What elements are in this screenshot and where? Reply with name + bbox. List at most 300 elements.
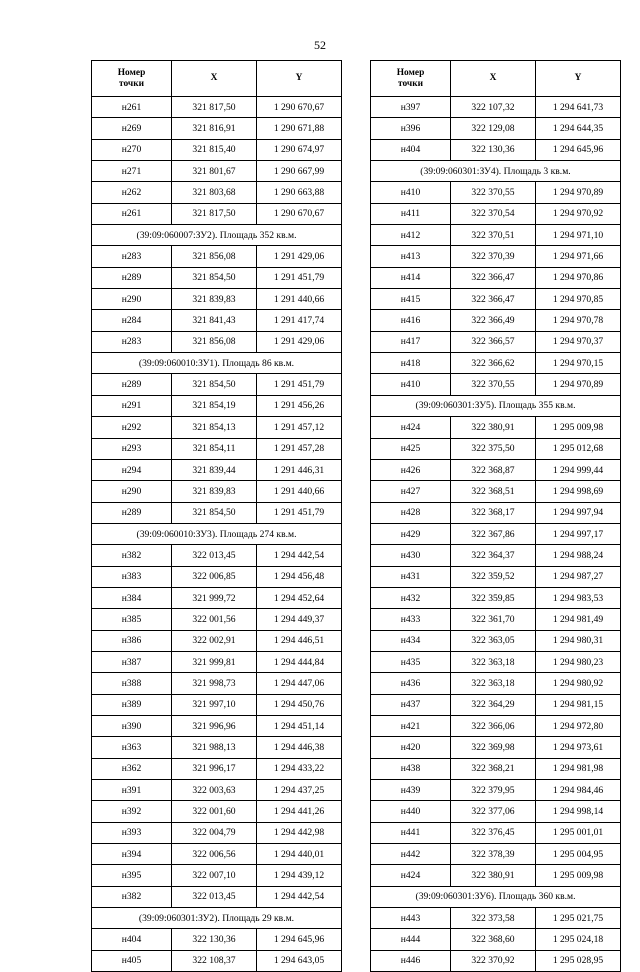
- x-cell: 322 366,47: [451, 267, 536, 288]
- point-number-cell: н388: [92, 673, 172, 694]
- table-row: [92, 459, 342, 480]
- x-cell: 321 854,50: [172, 374, 257, 395]
- table-row: [92, 395, 342, 416]
- point-number-cell: н382: [92, 545, 172, 566]
- point-number-cell: н395: [92, 865, 172, 886]
- table-row: [92, 438, 342, 459]
- x-cell: 322 006,85: [172, 566, 257, 587]
- table-row: [92, 844, 342, 865]
- table-row: [371, 587, 621, 608]
- x-cell: 321 841,43: [172, 310, 257, 331]
- x-cell: 322 370,92: [451, 950, 536, 971]
- x-cell: 322 001,56: [172, 609, 257, 630]
- point-number-cell: н437: [371, 694, 451, 715]
- point-number-cell: н396: [371, 118, 451, 139]
- section-title: (39:09:060301:ЗУ2). Площадь 29 кв.м.: [92, 908, 342, 929]
- point-number-cell: н404: [92, 929, 172, 950]
- x-cell: 322 108,37: [172, 950, 257, 971]
- section-title-row: [371, 886, 621, 907]
- point-number-cell: н397: [371, 97, 451, 118]
- header-y: Y: [257, 61, 342, 97]
- table-row: [371, 353, 621, 374]
- y-cell: 1 294 997,17: [536, 523, 621, 544]
- table-row: [92, 865, 342, 886]
- point-number-cell: н413: [371, 246, 451, 267]
- table-row: [371, 929, 621, 950]
- section-title-row: [92, 523, 342, 544]
- table-row: [371, 908, 621, 929]
- table-row: [371, 758, 621, 779]
- x-cell: 322 363,18: [451, 651, 536, 672]
- table-row: [92, 737, 342, 758]
- point-number-cell: н416: [371, 310, 451, 331]
- point-number-cell: н393: [92, 822, 172, 843]
- point-number-cell: н410: [371, 182, 451, 203]
- y-cell: 1 294 971,66: [536, 246, 621, 267]
- table-row: [371, 609, 621, 630]
- x-cell: 322 001,60: [172, 801, 257, 822]
- y-cell: 1 291 451,79: [257, 267, 342, 288]
- y-cell: 1 294 983,53: [536, 587, 621, 608]
- x-cell: 322 002,91: [172, 630, 257, 651]
- point-number-cell: н427: [371, 481, 451, 502]
- table-row: [92, 267, 342, 288]
- y-cell: 1 295 028,95: [536, 950, 621, 971]
- page-number: 52: [314, 38, 326, 52]
- x-cell: 321 817,50: [172, 203, 257, 224]
- y-cell: 1 294 644,35: [536, 118, 621, 139]
- table-row: [371, 203, 621, 224]
- y-cell: 1 294 970,85: [536, 289, 621, 310]
- x-cell: 322 366,62: [451, 353, 536, 374]
- table-row: [92, 310, 342, 331]
- table-row: [371, 694, 621, 715]
- point-number-cell: н383: [92, 566, 172, 587]
- x-cell: 322 366,06: [451, 715, 536, 736]
- header-point-number: [92, 61, 172, 97]
- table-body-right: [371, 97, 621, 972]
- point-number-cell: н271: [92, 161, 172, 182]
- point-number-cell: н435: [371, 651, 451, 672]
- point-number-cell: н289: [92, 267, 172, 288]
- table-row: [92, 481, 342, 502]
- section-title: (39:09:060010:ЗУ1). Площадь 86 кв.м.: [92, 353, 342, 374]
- x-cell: 322 378,39: [451, 844, 536, 865]
- table-row: [371, 801, 621, 822]
- x-cell: 322 363,18: [451, 673, 536, 694]
- table-row: [92, 566, 342, 587]
- y-cell: 1 291 451,79: [257, 502, 342, 523]
- section-title-row: [371, 161, 621, 182]
- y-cell: 1 294 450,76: [257, 694, 342, 715]
- point-number-cell: н443: [371, 908, 451, 929]
- x-cell: 322 107,32: [451, 97, 536, 118]
- table-row: [92, 715, 342, 736]
- y-cell: 1 294 643,05: [257, 950, 342, 971]
- point-number-cell: н446: [371, 950, 451, 971]
- point-number-cell: н269: [92, 118, 172, 139]
- x-cell: 322 380,91: [451, 417, 536, 438]
- point-number-cell: н429: [371, 523, 451, 544]
- point-number-cell: н421: [371, 715, 451, 736]
- point-number-cell: н389: [92, 694, 172, 715]
- table-row: [371, 651, 621, 672]
- table-row: [371, 715, 621, 736]
- y-cell: 1 294 456,48: [257, 566, 342, 587]
- section-title-row: [92, 225, 342, 246]
- x-cell: 321 996,96: [172, 715, 257, 736]
- table-row: [92, 331, 342, 352]
- point-number-cell: н362: [92, 758, 172, 779]
- y-cell: 1 294 442,54: [257, 545, 342, 566]
- x-cell: 322 013,45: [172, 545, 257, 566]
- x-cell: 322 377,06: [451, 801, 536, 822]
- x-cell: 322 368,21: [451, 758, 536, 779]
- y-cell: 1 294 971,10: [536, 225, 621, 246]
- table-row: [371, 481, 621, 502]
- y-cell: 1 290 663,88: [257, 182, 342, 203]
- point-number-cell: н404: [371, 139, 451, 160]
- x-cell: 322 363,05: [451, 630, 536, 651]
- x-cell: 322 364,29: [451, 694, 536, 715]
- x-cell: 322 006,56: [172, 844, 257, 865]
- point-number-cell: н424: [371, 417, 451, 438]
- x-cell: 321 999,72: [172, 587, 257, 608]
- table-row: [371, 459, 621, 480]
- x-cell: 321 817,50: [172, 97, 257, 118]
- section-title: (39:09:060010:ЗУ3). Площадь 274 кв.м.: [92, 523, 342, 544]
- table-row: [92, 545, 342, 566]
- x-cell: 322 370,55: [451, 182, 536, 203]
- table-row: [92, 161, 342, 182]
- table-row: [371, 331, 621, 352]
- x-cell: 321 854,11: [172, 438, 257, 459]
- y-cell: 1 294 433,22: [257, 758, 342, 779]
- section-title: (39:09:060301:ЗУ4). Площадь 3 кв.м.: [371, 161, 621, 182]
- x-cell: 321 854,13: [172, 417, 257, 438]
- header-x: X: [172, 61, 257, 97]
- point-number-cell: н428: [371, 502, 451, 523]
- table-row: [371, 139, 621, 160]
- y-cell: 1 294 442,54: [257, 886, 342, 907]
- point-number-cell: н270: [92, 139, 172, 160]
- y-cell: 1 294 981,49: [536, 609, 621, 630]
- point-number-cell: н418: [371, 353, 451, 374]
- y-cell: 1 294 999,44: [536, 459, 621, 480]
- point-number-cell: н433: [371, 609, 451, 630]
- y-cell: 1 295 009,98: [536, 865, 621, 886]
- y-cell: 1 294 645,96: [257, 929, 342, 950]
- x-cell: 321 997,10: [172, 694, 257, 715]
- point-number-cell: н431: [371, 566, 451, 587]
- point-number-cell: н292: [92, 417, 172, 438]
- y-cell: 1 294 446,51: [257, 630, 342, 651]
- y-cell: 1 294 970,92: [536, 203, 621, 224]
- table-row: [92, 587, 342, 608]
- y-cell: 1 294 440,01: [257, 844, 342, 865]
- point-number-cell: н284: [92, 310, 172, 331]
- table-row: [92, 502, 342, 523]
- table-row: [92, 139, 342, 160]
- point-number-cell: н436: [371, 673, 451, 694]
- point-number-cell: н412: [371, 225, 451, 246]
- table-row: [371, 182, 621, 203]
- table-row: [371, 780, 621, 801]
- y-cell: 1 294 972,80: [536, 715, 621, 736]
- y-cell: 1 294 981,15: [536, 694, 621, 715]
- y-cell: 1 294 970,86: [536, 267, 621, 288]
- x-cell: 321 854,50: [172, 267, 257, 288]
- point-number-cell: н291: [92, 395, 172, 416]
- y-cell: 1 294 439,12: [257, 865, 342, 886]
- x-cell: 322 380,91: [451, 865, 536, 886]
- coordinates-table-left: [91, 60, 342, 972]
- y-cell: 1 291 417,74: [257, 310, 342, 331]
- x-cell: 322 379,95: [451, 780, 536, 801]
- table-row: [371, 630, 621, 651]
- point-number-cell: н283: [92, 331, 172, 352]
- x-cell: 322 359,52: [451, 566, 536, 587]
- table-row: [371, 310, 621, 331]
- point-number-cell: н411: [371, 203, 451, 224]
- x-cell: 322 370,54: [451, 203, 536, 224]
- x-cell: 321 856,08: [172, 331, 257, 352]
- x-cell: 322 359,85: [451, 587, 536, 608]
- point-number-cell: н430: [371, 545, 451, 566]
- table-row: [371, 225, 621, 246]
- table-row: [92, 97, 342, 118]
- x-cell: 322 004,79: [172, 822, 257, 843]
- table-row: [92, 417, 342, 438]
- point-number-cell: н417: [371, 331, 451, 352]
- y-cell: 1 294 970,15: [536, 353, 621, 374]
- y-cell: 1 294 452,64: [257, 587, 342, 608]
- table-row: [92, 673, 342, 694]
- point-number-cell: н290: [92, 481, 172, 502]
- x-cell: 322 130,36: [172, 929, 257, 950]
- header-point-line2: точки: [118, 78, 145, 89]
- y-cell: 1 295 024,18: [536, 929, 621, 950]
- y-cell: 1 295 012,68: [536, 438, 621, 459]
- x-cell: 322 369,98: [451, 737, 536, 758]
- table-row: [92, 374, 342, 395]
- y-cell: 1 294 446,38: [257, 737, 342, 758]
- header-x: X: [451, 61, 536, 97]
- x-cell: 322 373,58: [451, 908, 536, 929]
- y-cell: 1 294 984,46: [536, 780, 621, 801]
- table-row: [92, 203, 342, 224]
- x-cell: 322 375,50: [451, 438, 536, 459]
- y-cell: 1 294 970,89: [536, 182, 621, 203]
- y-cell: 1 294 997,94: [536, 502, 621, 523]
- y-cell: 1 290 671,88: [257, 118, 342, 139]
- point-number-cell: н426: [371, 459, 451, 480]
- table-row: [371, 374, 621, 395]
- table-row: [371, 417, 621, 438]
- y-cell: 1 291 451,79: [257, 374, 342, 395]
- point-number-cell: н262: [92, 182, 172, 203]
- point-number-cell: н410: [371, 374, 451, 395]
- point-number-cell: н290: [92, 289, 172, 310]
- y-cell: 1 290 674,97: [257, 139, 342, 160]
- table-row: [371, 865, 621, 886]
- table-row: [371, 438, 621, 459]
- point-number-cell: н434: [371, 630, 451, 651]
- x-cell: 322 370,39: [451, 246, 536, 267]
- y-cell: 1 294 645,96: [536, 139, 621, 160]
- table-row: [92, 182, 342, 203]
- table-row: [92, 780, 342, 801]
- point-number-cell: н405: [92, 950, 172, 971]
- y-cell: 1 294 970,37: [536, 331, 621, 352]
- x-cell: 322 364,37: [451, 545, 536, 566]
- y-cell: 1 295 009,98: [536, 417, 621, 438]
- x-cell: 321 816,91: [172, 118, 257, 139]
- point-number-cell: н261: [92, 97, 172, 118]
- x-cell: 322 361,70: [451, 609, 536, 630]
- y-cell: 1 290 667,99: [257, 161, 342, 182]
- y-cell: 1 294 444,84: [257, 651, 342, 672]
- table-row: [92, 246, 342, 267]
- point-number-cell: н442: [371, 844, 451, 865]
- table-row: [92, 950, 342, 971]
- table-row: [92, 929, 342, 950]
- x-cell: 321 801,67: [172, 161, 257, 182]
- y-cell: 1 291 429,06: [257, 246, 342, 267]
- y-cell: 1 294 970,89: [536, 374, 621, 395]
- table-row: [371, 822, 621, 843]
- x-cell: 322 129,08: [451, 118, 536, 139]
- header-y: Y: [536, 61, 621, 97]
- table-row: [92, 651, 342, 672]
- x-cell: 321 856,08: [172, 246, 257, 267]
- table-row: [371, 289, 621, 310]
- header-point-line1: Номер: [117, 67, 146, 78]
- table-row: [371, 844, 621, 865]
- x-cell: 321 998,73: [172, 673, 257, 694]
- point-number-cell: н390: [92, 715, 172, 736]
- y-cell: 1 291 429,06: [257, 331, 342, 352]
- x-cell: 322 368,17: [451, 502, 536, 523]
- point-number-cell: н382: [92, 886, 172, 907]
- section-title-row: [92, 353, 342, 374]
- point-number-cell: н415: [371, 289, 451, 310]
- y-cell: 1 294 980,92: [536, 673, 621, 694]
- point-number-cell: н384: [92, 587, 172, 608]
- table-row: [371, 97, 621, 118]
- table-row: [371, 566, 621, 587]
- table-row: [92, 609, 342, 630]
- point-number-cell: н289: [92, 502, 172, 523]
- y-cell: 1 290 670,67: [257, 97, 342, 118]
- table-row: [371, 523, 621, 544]
- header-point-number: [371, 61, 451, 97]
- x-cell: 321 815,40: [172, 139, 257, 160]
- point-number-cell: н432: [371, 587, 451, 608]
- x-cell: 322 130,36: [451, 139, 536, 160]
- x-cell: 321 839,44: [172, 459, 257, 480]
- table-row: [92, 822, 342, 843]
- x-cell: 322 376,45: [451, 822, 536, 843]
- x-cell: 321 839,83: [172, 481, 257, 502]
- y-cell: 1 294 988,24: [536, 545, 621, 566]
- y-cell: 1 291 457,28: [257, 438, 342, 459]
- point-number-cell: н391: [92, 780, 172, 801]
- y-cell: 1 294 441,26: [257, 801, 342, 822]
- x-cell: 321 854,50: [172, 502, 257, 523]
- x-cell: 322 366,49: [451, 310, 536, 331]
- point-number-cell: н444: [371, 929, 451, 950]
- x-cell: 321 988,13: [172, 737, 257, 758]
- point-number-cell: н424: [371, 865, 451, 886]
- header-point-line2: точки: [397, 78, 424, 89]
- point-number-cell: н394: [92, 844, 172, 865]
- x-cell: 322 367,86: [451, 523, 536, 544]
- x-cell: 322 368,51: [451, 481, 536, 502]
- coordinates-table-right: [370, 60, 621, 972]
- y-cell: 1 291 446,31: [257, 459, 342, 480]
- header-point-line1: Номер: [396, 67, 425, 78]
- table-row: [371, 118, 621, 139]
- x-cell: 322 368,60: [451, 929, 536, 950]
- y-cell: 1 294 970,78: [536, 310, 621, 331]
- table-row: [92, 886, 342, 907]
- x-cell: 322 366,57: [451, 331, 536, 352]
- point-number-cell: н441: [371, 822, 451, 843]
- y-cell: 1 294 980,23: [536, 651, 621, 672]
- point-number-cell: н363: [92, 737, 172, 758]
- table-row: [371, 267, 621, 288]
- point-number-cell: н385: [92, 609, 172, 630]
- point-number-cell: н439: [371, 780, 451, 801]
- point-number-cell: н440: [371, 801, 451, 822]
- x-cell: 321 839,83: [172, 289, 257, 310]
- y-cell: 1 295 004,95: [536, 844, 621, 865]
- table-header-row: [371, 61, 621, 97]
- y-cell: 1 294 447,06: [257, 673, 342, 694]
- section-title: (39:09:060301:ЗУ5). Площадь 355 кв.м.: [371, 395, 621, 416]
- point-number-cell: н438: [371, 758, 451, 779]
- section-title: (39:09:060301:ЗУ6). Площадь 360 кв.м.: [371, 886, 621, 907]
- table-row: [371, 502, 621, 523]
- y-cell: 1 291 440,66: [257, 481, 342, 502]
- table-row: [371, 950, 621, 971]
- y-cell: 1 291 456,26: [257, 395, 342, 416]
- table-row: [371, 737, 621, 758]
- table-row: [92, 289, 342, 310]
- table-row: [92, 758, 342, 779]
- point-number-cell: н420: [371, 737, 451, 758]
- x-cell: 322 366,47: [451, 289, 536, 310]
- y-cell: 1 294 449,37: [257, 609, 342, 630]
- x-cell: 321 999,81: [172, 651, 257, 672]
- x-cell: 322 370,55: [451, 374, 536, 395]
- x-cell: 322 370,51: [451, 225, 536, 246]
- table-header-row: [92, 61, 342, 97]
- y-cell: 1 294 973,61: [536, 737, 621, 758]
- y-cell: 1 294 641,73: [536, 97, 621, 118]
- table-row: [92, 801, 342, 822]
- y-cell: 1 294 981,98: [536, 758, 621, 779]
- y-cell: 1 295 021,75: [536, 908, 621, 929]
- section-title-row: [92, 908, 342, 929]
- section-title-row: [371, 395, 621, 416]
- y-cell: 1 294 437,25: [257, 780, 342, 801]
- point-number-cell: н387: [92, 651, 172, 672]
- y-cell: 1 294 998,14: [536, 801, 621, 822]
- y-cell: 1 291 440,66: [257, 289, 342, 310]
- table-body-left: [92, 97, 342, 972]
